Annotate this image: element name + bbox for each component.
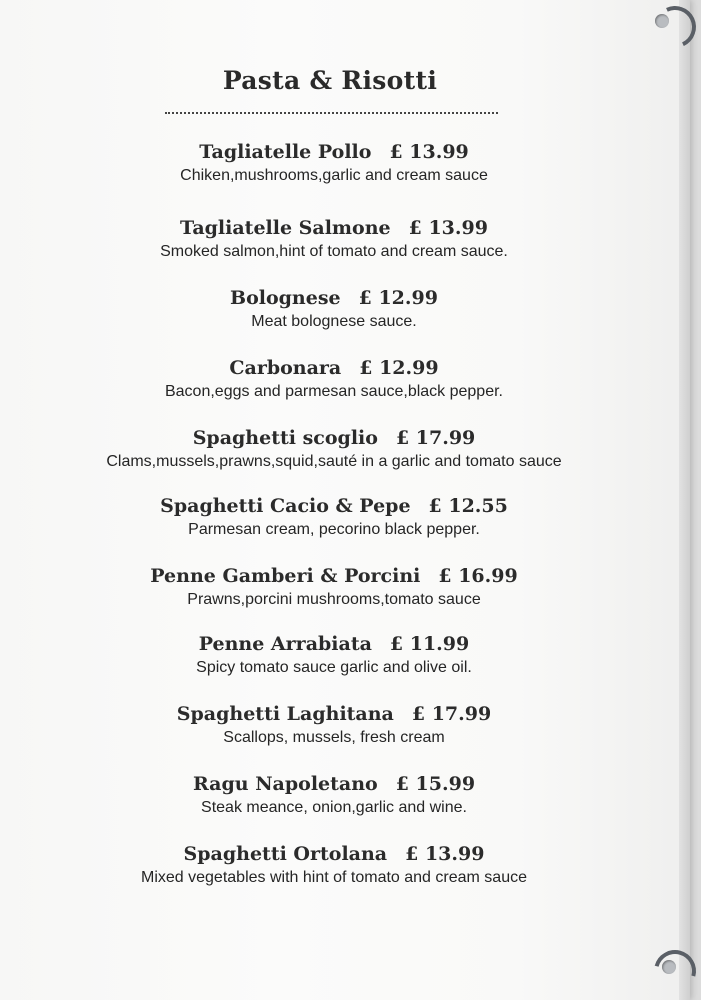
menu-item-name: Spaghetti Laghitana — [176, 703, 394, 725]
menu-item — [0, 216, 668, 262]
menu-item — [0, 772, 668, 818]
menu-item-description: Scallops, mussels, fresh cream — [223, 729, 445, 746]
page-edge — [679, 0, 690, 1000]
menu-item-price: £ 13.99 — [389, 141, 469, 163]
menu-item-description: Parmesan cream, pecorino black pepper. — [188, 521, 480, 538]
menu-item-price: £ 16.99 — [438, 565, 518, 587]
menu-item-heading — [0, 356, 668, 380]
menu-item-price: £ 12.99 — [359, 357, 439, 379]
menu-item-price: £ 17.99 — [411, 703, 492, 725]
menu-item-price: £ 15.99 — [395, 773, 476, 795]
menu-item-description: Prawns,porcini mushrooms,tomato sauce — [187, 591, 481, 608]
menu-item-heading — [0, 842, 668, 866]
menu-item-description: Chiken,mushrooms,garlic and cream sauce — [180, 167, 488, 184]
menu-item-description: Bacon,eggs and parmesan sauce,black pepper. — [164, 383, 503, 400]
menu-item — [0, 286, 668, 332]
menu-item-price: £ 17.99 — [395, 427, 476, 449]
menu-item-description: Meat bolognese sauce. — [251, 313, 417, 330]
menu-item-name: Carbonara — [229, 357, 342, 379]
menu-item-price: £ 12.55 — [428, 495, 508, 517]
menu-item-heading — [0, 286, 668, 310]
menu-item-price: £ 13.99 — [405, 843, 485, 865]
menu-item — [0, 632, 668, 678]
menu-item — [0, 702, 668, 748]
menu-item-heading — [0, 140, 668, 164]
menu-item — [0, 140, 668, 186]
menu-item-description: Steak meance, onion,garlic and wine. — [201, 799, 467, 816]
menu-item-name: Penne Gamberi & Porcini — [150, 565, 421, 587]
menu-item-price: £ 12.99 — [358, 287, 438, 309]
menu-item-description: Clams,mussels,prawns,squid,sauté in a garlic and tomato sauce — [106, 453, 562, 470]
menu-item-name: Ragu Napoletano — [192, 773, 378, 795]
binder-ring-icon — [646, 942, 701, 999]
menu-item-name: Tagliatelle Pollo — [199, 141, 372, 163]
menu-item — [0, 842, 668, 888]
binder-ring-icon — [648, 0, 701, 54]
menu-item-heading — [0, 632, 668, 656]
menu-item-description: Mixed vegetables with hint of tomato and cream sauce — [141, 869, 527, 886]
menu-section-title: Pasta & Risotti — [222, 66, 438, 95]
menu-item-name: Bolognese — [230, 287, 341, 309]
menu-item — [0, 356, 668, 402]
menu-item-heading — [0, 426, 668, 450]
menu-item-heading — [0, 564, 668, 588]
menu-item-name: Spaghetti Cacio & Pepe — [160, 495, 411, 517]
menu-item-description: Smoked salmon,hint of tomato and cream sauce. — [160, 243, 508, 260]
menu-item-description: Spicy tomato sauce garlic and olive oil. — [196, 659, 472, 676]
menu-item — [0, 564, 668, 610]
menu-item-name: Spaghetti scoglio — [192, 427, 378, 449]
menu-item — [0, 426, 668, 472]
title-divider — [165, 112, 498, 114]
menu-item-heading — [0, 494, 668, 518]
menu-item-name: Penne Arrabiata — [198, 633, 372, 655]
menu-item — [0, 494, 668, 540]
menu-item-heading — [0, 216, 668, 240]
menu-item-heading — [0, 702, 668, 726]
menu-item-price: £ 13.99 — [408, 217, 488, 239]
menu-item-name: Tagliatelle Salmone — [180, 217, 391, 239]
menu-item-name: Spaghetti Ortolana — [183, 843, 388, 865]
menu-item-price: £ 11.99 — [389, 633, 470, 655]
menu-item-heading — [0, 772, 668, 796]
